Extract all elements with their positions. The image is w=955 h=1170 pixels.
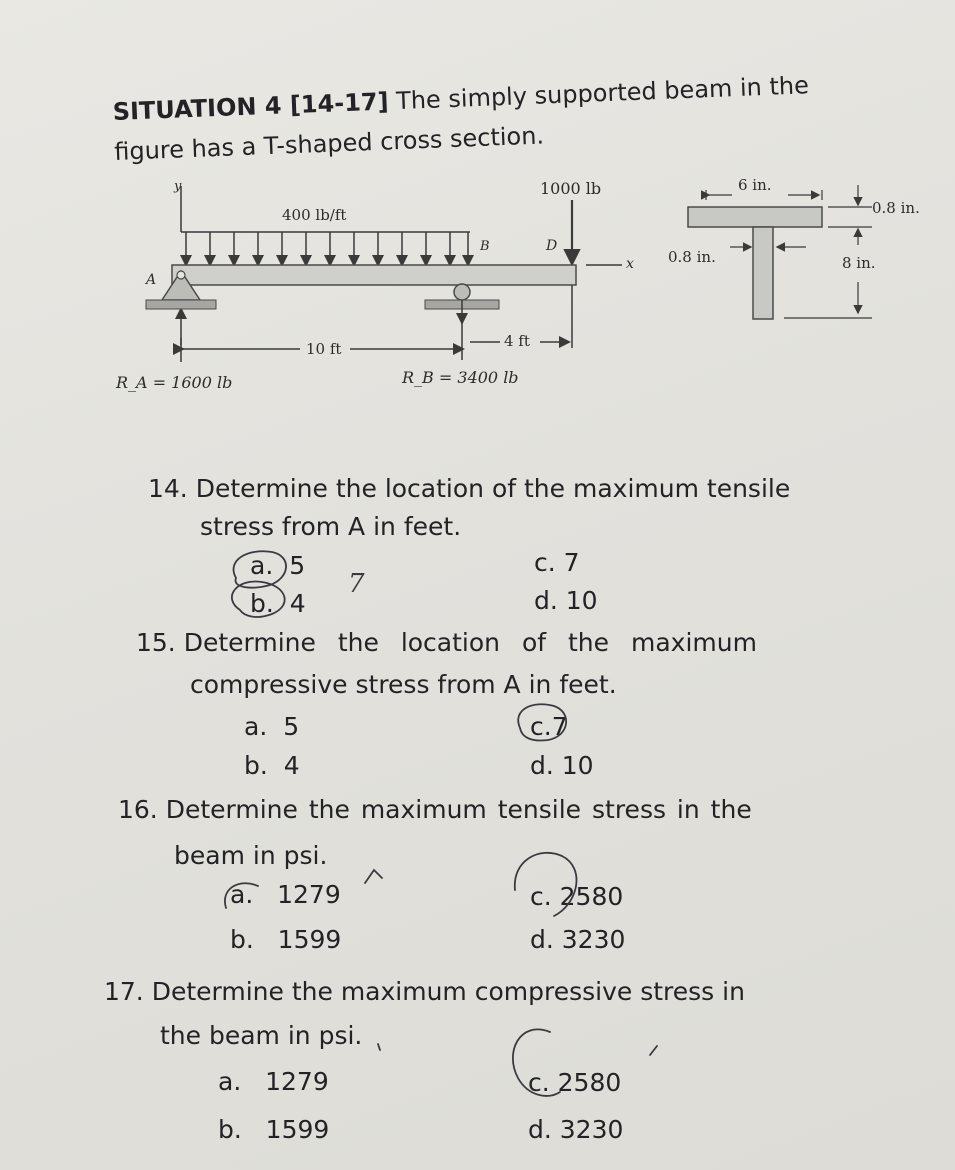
question-14-line1: Determine the location of the maximum tensile xyxy=(195,474,791,503)
dim-4ft-label: 4 ft xyxy=(504,332,530,350)
reaction-a-label: R_A = 1600 lb xyxy=(116,373,233,392)
question-16-line2: beam in psi. xyxy=(174,841,328,870)
flange-width-label: 6 in. xyxy=(738,176,772,194)
question-14-text xyxy=(148,470,888,546)
question-14-line2: stress from A in feet. xyxy=(200,512,462,541)
beam-figure xyxy=(0,0,955,420)
beam xyxy=(172,265,576,285)
q15-option-d[interactable]: d. 10 xyxy=(530,751,594,780)
distributed-load-label: 400 lb/ft xyxy=(282,206,347,224)
label-x: x xyxy=(626,256,634,272)
label-b: B xyxy=(480,239,490,254)
q16-option-c[interactable]: c. 2580 xyxy=(530,882,624,911)
question-17-line2: the beam in psi. xyxy=(160,1021,363,1050)
q16-option-d[interactable]: d. 3230 xyxy=(530,925,626,954)
flange-thickness-label: 0.8 in. xyxy=(872,199,920,217)
q16-option-a[interactable]: a. 1279 xyxy=(230,880,341,909)
question-16-line1: Determine the maximum tensile stress in the xyxy=(165,795,752,824)
q14-option-d[interactable]: d. 10 xyxy=(534,586,598,615)
roller-support-b xyxy=(425,284,499,322)
distributed-load-arrows xyxy=(186,232,468,264)
label-d: D xyxy=(546,238,558,254)
q16-option-b[interactable]: b. 1599 xyxy=(230,925,342,954)
dim-10ft-label: 10 ft xyxy=(306,340,342,358)
q14-option-b[interactable]: b. 4 xyxy=(250,589,306,618)
label-a: A xyxy=(146,272,157,288)
q17-option-d[interactable]: d. 3230 xyxy=(528,1115,624,1144)
q15-option-c[interactable]: c.7 xyxy=(530,712,568,741)
question-15-line1: Determine the location of the maximum xyxy=(183,628,757,657)
q15-option-b[interactable]: b. 4 xyxy=(244,751,300,780)
situation-label: SITUATION 4 [14-17] xyxy=(112,87,390,126)
question-15-number: 15. xyxy=(136,628,176,657)
web-height-label: 8 in. xyxy=(842,254,876,272)
q14-handwritten-note: 7 xyxy=(348,569,365,599)
question-16-text xyxy=(118,787,908,879)
point-load-label: 1000 lb xyxy=(540,179,602,198)
question-17-text xyxy=(104,970,924,1058)
reaction-b-label: R_B = 3400 lb xyxy=(402,368,519,387)
q17-option-b[interactable]: b. 1599 xyxy=(218,1115,330,1144)
question-17-number: 17. xyxy=(104,977,144,1006)
web-thickness-label: 0.8 in. xyxy=(668,248,716,266)
beam-diagram xyxy=(0,0,955,420)
q14-option-c[interactable]: c. 7 xyxy=(534,548,580,577)
q17-option-a[interactable]: a. 1279 xyxy=(218,1067,329,1096)
question-17-line1: Determine the maximum compressive stress in xyxy=(151,977,745,1006)
question-15-text xyxy=(136,622,896,706)
label-y: y xyxy=(174,179,182,194)
situation-text-line1: The simply supported beam in the xyxy=(395,71,810,116)
question-15-line2: compressive stress from A in feet. xyxy=(190,670,617,699)
situation-text-line2: figure has a T-shaped cross section. xyxy=(113,121,545,166)
q15-option-a[interactable]: a. 5 xyxy=(244,712,300,741)
q14-option-a[interactable]: a. 5 xyxy=(250,551,306,580)
question-14-number: 14. xyxy=(148,474,188,503)
q17-option-c[interactable]: c. 2580 xyxy=(528,1068,622,1097)
question-16-number: 16. xyxy=(118,795,158,824)
